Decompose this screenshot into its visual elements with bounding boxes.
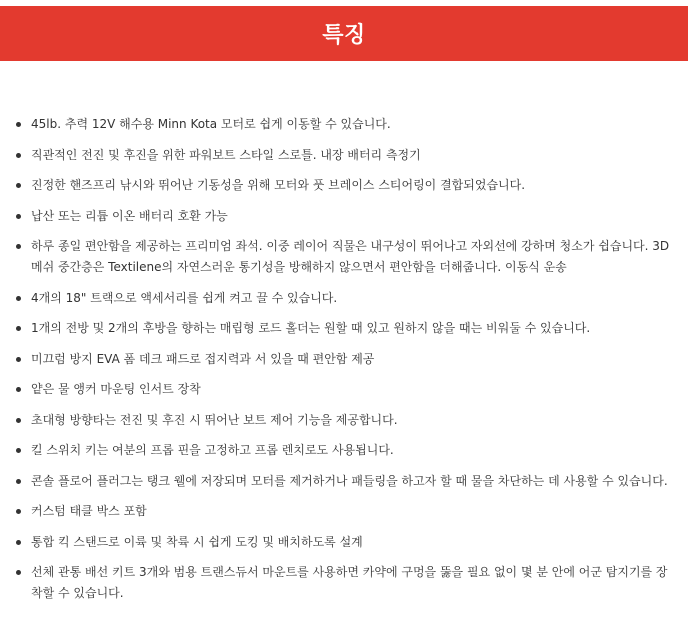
feature-text: 하루 종일 편안함을 제공하는 프리미엄 좌석. 이중 레이어 직물은 내구성이 뛰어나고 자외선에 강하며 청소가 쉽습니다. 3D 메쉬 중간층은 Textilene의 자연스러운 통기성을 방해하지 않으면서 편안함을 더해줍니다. 이동식 운송	[31, 239, 670, 274]
bullet-icon	[16, 244, 21, 249]
features-header-bar	[0, 6, 688, 61]
feature-text: 통합 킥 스탠드로 이륙 및 착륙 시 쉽게 도킹 및 배치하도록 설계	[31, 534, 363, 549]
bullet-icon	[16, 540, 21, 545]
bullet-icon	[16, 214, 21, 219]
bullet-icon	[16, 570, 21, 575]
feature-item	[0, 114, 688, 135]
bullet-icon	[16, 509, 21, 514]
feature-item	[0, 175, 688, 196]
feature-text: 커스텀 태클 박스 포함	[31, 504, 147, 518]
feature-text: 얕은 물 앵커 마운팅 인서트 장착	[31, 382, 201, 396]
feature-item	[0, 349, 688, 370]
feature-item	[0, 145, 688, 166]
feature-text: 미끄럼 방지 EVA 폼 데크 패드로 접지력과 서 있을 때 편안함 제공	[31, 351, 375, 366]
feature-text: 킬 스위치 키는 여분의 프롭 핀을 고정하고 프롭 렌치로도 사용됩니다.	[31, 443, 394, 457]
feature-list	[0, 114, 688, 614]
feature-item	[0, 379, 688, 400]
feature-text: 직관적인 전진 및 후진을 위한 파워보트 스타일 스로틀. 내장 배터리 측정기	[31, 147, 421, 162]
feature-text: 초대형 방향타는 전진 및 후진 시 뛰어난 보트 제어 기능을 제공합니다.	[31, 412, 398, 427]
feature-text: 납산 또는 리튬 이온 배터리 호환 가능	[31, 208, 228, 223]
bullet-icon	[16, 418, 21, 423]
bullet-icon	[16, 326, 21, 331]
feature-item	[0, 471, 688, 492]
bullet-icon	[16, 183, 21, 188]
feature-text: 콘솔 플로어 플러그는 탱크 웰에 저장되며 모터를 제거하거나 패들링을 하고자 할 때 물을 차단하는 데 사용할 수 있습니다.	[31, 473, 668, 488]
bullet-icon	[16, 357, 21, 362]
bullet-icon	[16, 448, 21, 453]
feature-text: 1개의 전방 및 2개의 후방을 향하는 매립형 로드 홀더는 원할 때 있고 원하지 않을 때는 비워둘 수 있습니다.	[31, 321, 591, 335]
bullet-icon	[16, 387, 21, 392]
feature-item	[0, 206, 688, 227]
feature-item	[0, 318, 688, 339]
feature-item	[0, 501, 688, 522]
feature-text: 진정한 핸즈프리 낚시와 뛰어난 기동성을 위해 모터와 풋 브레이스 스티어링이 결합되었습니다.	[31, 178, 526, 192]
feature-item	[0, 440, 688, 461]
feature-item	[0, 532, 688, 553]
bullet-icon	[16, 296, 21, 301]
bullet-icon	[16, 153, 21, 158]
feature-item	[0, 562, 688, 604]
feature-item	[0, 288, 688, 309]
feature-text: 선체 관통 배선 키트 3개와 범용 트랜스듀서 마운트를 사용하면 카약에 구멍을 뚫을 필요 없이 몇 분 안에 어군 탐지기를 장착할 수 있습니다.	[31, 565, 668, 600]
bullet-icon	[16, 122, 21, 127]
feature-item	[0, 410, 688, 431]
feature-item	[0, 236, 688, 278]
features-title: 특징	[322, 23, 366, 48]
feature-text: 4개의 18" 트랙으로 액세서리를 쉽게 켜고 끌 수 있습니다.	[31, 290, 338, 305]
feature-text: 45lb. 추력 12V 해수용 Minn Kota 모터로 쉽게 이동할 수 있습니다.	[31, 117, 391, 131]
bullet-icon	[16, 479, 21, 484]
